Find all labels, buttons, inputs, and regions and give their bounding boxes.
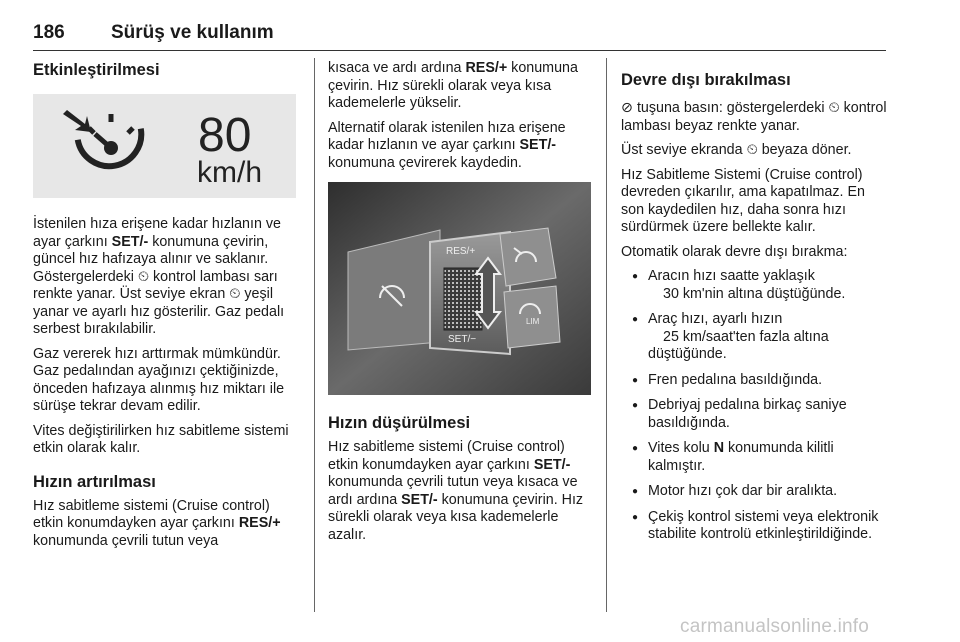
list-item: ● Debriyaj pedalına birkaç saniye basıldığında. [621,397,887,432]
paragraph: kısaca ve ardı ardına RES/+ konumuna çevirin. Hız sürekli olarak veya kısa kademelerle yükselir. [328,60,578,111]
cruise-control-lamp-icon: ⏲ [229,286,241,302]
column-divider-2 [606,58,607,612]
column-divider-1 [314,58,315,612]
cruise-speed-illustration [33,94,296,198]
paragraph: Otomatik olarak devre dışı bırakma: [621,243,848,260]
set-speed-value: 80 [198,109,252,162]
cruise-control-lamp-icon: ⏲ [137,268,150,285]
paragraph: Hız sabitleme sistemi (Cruise control) etkin konumdayken ayar çarkını RES/+ konumunda çevrili tutun veya [33,497,281,549]
list-item: ● Vites kolu N konumunda kilitli kalmıştır. [621,440,887,475]
lim-label: LIM [526,317,540,326]
set-minus-photo-label: SET/− [448,334,477,345]
page-number: 186 [33,22,65,43]
paragraph: Gaz vererek hızı arttırmak mümkündür. Gaz pedalından ayağınızı çektiğinizde, önceden hafızaya alınmış hız miktarı ile sürüşe tekrar devam edilir. [33,345,285,414]
column-2 [328,60,593,551]
cruise-control-lamp-icon: ⏲ [746,142,758,158]
section-heading-activation: Etkinleştirilmesi [33,61,160,79]
paragraph: Üst seviye ekranda ⏲ beyaza döner. [621,142,852,158]
page-header [33,20,886,51]
paragraph: ⊘ tuşuna basın: göstergelerdeki ⏲ kontrol lambası beyaz renkte yanar. [621,100,887,134]
chapter-title: Sürüş ve kullanım [111,22,274,43]
section-heading-increase: Hızın artırılması [33,472,156,491]
cruise-control-icon [33,94,296,198]
list-item: ● Aracın hızı saatte yaklaşık 30 km'nin altına düştüğünde. [621,268,887,303]
set-minus-label: SET/- [111,233,149,250]
list-item: ● Motor hızı çok dar bir aralıkta. [621,483,887,501]
paragraph: Hız Sabitleme Sistemi (Cruise control) devreden çıkarılır, ama kapatılmaz. En son kaydedilen hız, daha sonra hızı sürdürmek üzere bellekte kalır. [621,166,865,235]
cruise-control-lamp-icon: ⏲ [828,100,840,116]
paragraph: Alternatif olarak istenilen hıza erişene kadar hızlanın ve ayar çarkını SET/- konumuna çevirerek kaydedin. [328,119,566,171]
column-3 [621,60,887,552]
cruise-off-icon: ⊘ [621,100,633,116]
paragraph: Hız sabitleme sistemi (Cruise control) etkin konumdayken ayar çarkını SET/- konumunda çevrili tutun veya kısaca ve ardı ardına SET/- konumuna çevirin. Hız sürekli olarak veya kısa kademelerle azalır. [328,439,584,543]
watermark: carmanualsonline.info [680,616,870,637]
list-item: ● Fren pedalına basıldığında. [621,372,887,390]
paragraph: Vites değiştirilirken hız sabitleme sistemi etkin olarak kalır. [33,422,289,456]
section-heading-decrease: Hızın düşürülmesi [328,414,471,432]
column-1 [33,60,301,557]
paragraph: İstenilen hıza erişene kadar hızlanın ve ayar çarkını SET/- konumuna çevirin, güncel hız hafızaya alınır ve saklanır. Göstergelerdeki ⏲ kontrol lambası sarı renkte yanar. Üst seviye ekran ⏲ yeşil yanar ve ayarlı hız gösterilir. Gaz pedalı serbest bırakılabilir. [33,216,285,337]
list-item: ● Araç hızı, ayarlı hızın 25 km/saat'ten fazla altına düştüğünde. [621,311,887,364]
steering-wheel-controls-photo [328,182,591,395]
res-plus-label: RES/+ [446,246,476,257]
list-item: ● Çekiş kontrol sistemi veya elektronik stabilite kontrolü etkinleştirildiğinde. [621,509,887,544]
section-heading-deactivation: Devre dışı bırakılması [621,71,791,89]
speed-unit: km/h [197,156,263,189]
